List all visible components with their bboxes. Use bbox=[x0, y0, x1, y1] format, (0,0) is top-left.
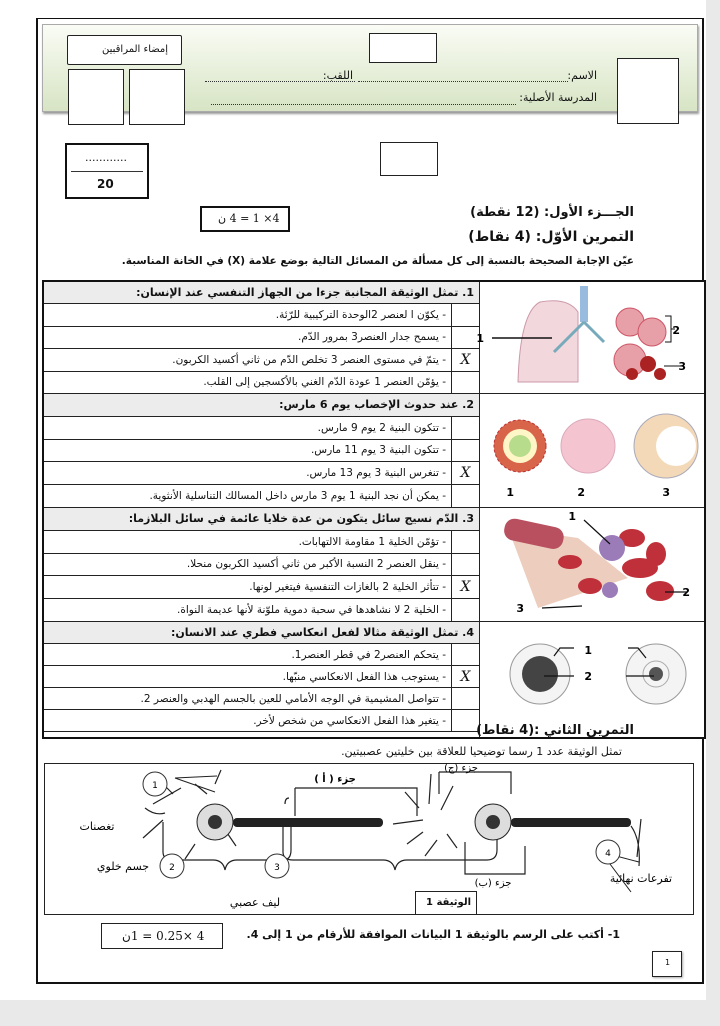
label-num-2: 2 bbox=[169, 863, 175, 873]
code-box[interactable] bbox=[369, 33, 437, 63]
answer-checkbox[interactable] bbox=[452, 553, 480, 576]
student-header bbox=[42, 24, 698, 112]
figure-caption-box bbox=[415, 891, 477, 915]
q1-points: 4 ×0.25 = 1ن bbox=[122, 929, 205, 943]
score-box bbox=[65, 143, 149, 199]
eye-label-2: 2 bbox=[584, 669, 592, 683]
signature-box-1[interactable] bbox=[68, 69, 124, 125]
nerve-fiber-label: ليف عصبي bbox=[229, 896, 281, 909]
lungs-image bbox=[476, 282, 704, 390]
page-number: 1 bbox=[665, 958, 671, 967]
label-num-3: 3 bbox=[274, 863, 280, 873]
answer-checkbox[interactable]: X bbox=[452, 666, 480, 688]
blood-cells-image bbox=[480, 508, 704, 618]
signature-box-2[interactable] bbox=[129, 69, 185, 125]
embryo-stages-image bbox=[480, 394, 704, 504]
answer-option-text: - ينقل العنصر 2 النسبة الأكبر من ثاني أكسيد الكربون منحلا. bbox=[43, 553, 452, 576]
question-title: 1. تمثل الوثيقة المجانبة جزءا من الجهاز التنفسي عند الإنسان: bbox=[43, 281, 480, 304]
part1-title: الجـــزء الأول: (12 نقطة) bbox=[470, 205, 634, 220]
ex1-title: التمرين الأوّل: (4 نقاط) bbox=[468, 229, 634, 245]
neurons-diagram bbox=[45, 764, 695, 916]
answer-option-text: - يسمح جدار العنصر3 بمرور الدّم. bbox=[43, 326, 452, 349]
answer-checkbox[interactable]: X bbox=[452, 349, 480, 372]
eye-label-1: 1 bbox=[584, 643, 592, 657]
question-document-image bbox=[476, 281, 706, 394]
ex2-question-1: 1- أكتب على الرسم بالوثيقة 1 البيانات الموافقة للأرقام من 1 إلى 4. bbox=[246, 928, 620, 941]
question-document-image bbox=[480, 622, 706, 738]
photo-box[interactable] bbox=[617, 58, 679, 124]
answer-checkbox[interactable] bbox=[452, 485, 480, 508]
question-header-row bbox=[43, 281, 705, 304]
score-blank[interactable]: ............ bbox=[85, 151, 127, 164]
part-b-label: جزء (ب) bbox=[474, 878, 512, 889]
question-title: 4. تمثل الوثيقة مثالا لفعل انعكاسي فطري عند الانسان: bbox=[43, 622, 480, 644]
score-total: 20 bbox=[97, 177, 114, 191]
answer-checkbox[interactable]: X bbox=[452, 462, 480, 485]
surname-field[interactable] bbox=[205, 81, 355, 82]
blank-box bbox=[380, 142, 438, 176]
pupil-reflex-image bbox=[480, 624, 704, 732]
supervisors-signature-title bbox=[67, 35, 182, 65]
ex1-instruction: عيّن الإجابة الصحيحة بالنسبة إلى كل مسألة من المسائل التالية بوضع علامة (X) في الخانة المناسبة. bbox=[121, 255, 634, 267]
lung-label-1: 1 bbox=[476, 332, 484, 345]
answer-option-text: - تتكون البنية 3 يوم 11 مارس. bbox=[43, 439, 452, 462]
ex2-intro: تمثل الوثيقة عدد 1 رسما توضيحيا للعلاقة بين خليتين عصبيتين. bbox=[341, 745, 622, 758]
label-num-1: 1 bbox=[152, 781, 158, 791]
answer-checkbox[interactable] bbox=[452, 304, 480, 327]
terminals-label: تفرعات نهائية bbox=[609, 872, 673, 885]
answer-checkbox[interactable] bbox=[452, 439, 480, 462]
blood-label-2: 2 bbox=[682, 586, 690, 599]
question-header-row bbox=[43, 394, 705, 417]
dendrites-label: تغصنات bbox=[79, 820, 115, 833]
question-title: 2. عند حدوث الإخصاب يوم 6 مارس: bbox=[43, 394, 480, 417]
lung-label-2: 2 bbox=[672, 324, 680, 337]
blood-label-1: 1 bbox=[568, 510, 576, 523]
ex2-title: التمرين الثاني :(4 نقاط) bbox=[476, 723, 634, 738]
part1-points: 4× 1 = 4 ن bbox=[218, 212, 280, 225]
question-header-row bbox=[43, 622, 705, 644]
answer-option-text: - يتمّ في مستوى العنصر 3 تخلص الدّم من ثاني أكسيد الكربون. bbox=[43, 349, 452, 372]
answer-option-text: - تؤمّن الخلية 1 مقاومة الالتهابات. bbox=[43, 530, 452, 553]
embryo-label-3: 3 bbox=[662, 486, 670, 499]
answer-option-text: - يتغير هذا الفعل الانعكاسي من شخص لأخر. bbox=[43, 710, 452, 732]
question-title: 3. الدّم نسيج سائل يتكون من عدة خلايا عائمة في سائل البلازما: bbox=[43, 508, 480, 531]
question-document-image bbox=[480, 394, 706, 508]
answer-option-text: - يستوجب هذا الفعل الانعكاسي منبّها. bbox=[43, 666, 452, 688]
embryo-label-1: 1 bbox=[506, 486, 514, 499]
cell-body-label: جسم خلوي bbox=[96, 860, 150, 873]
blood-label-3: 3 bbox=[516, 602, 524, 615]
question-document-image bbox=[480, 508, 706, 622]
figure-caption: الوثيقة 1 bbox=[426, 897, 472, 908]
neuron-figure bbox=[44, 763, 694, 915]
surname-label: اللقب: bbox=[322, 69, 353, 82]
lung-label-3: 3 bbox=[678, 360, 686, 373]
answer-checkbox[interactable]: X bbox=[452, 576, 480, 599]
answer-option-text: - تنغرس البنية 3 يوم 13 مارس. bbox=[43, 462, 452, 485]
page-number-box bbox=[652, 951, 682, 977]
answer-checkbox[interactable] bbox=[452, 530, 480, 553]
answer-option-text: - يمكن أن نجد البنية 1 يوم 3 مارس داخل المسالك التناسلية الأنثوية. bbox=[43, 485, 452, 508]
name-label: الاسم: bbox=[567, 69, 597, 82]
school-label: المدرسة الأصلية: bbox=[519, 91, 597, 104]
q1-points-box bbox=[101, 923, 223, 949]
label-num-4: 4 bbox=[605, 849, 611, 859]
part1-points-box bbox=[200, 206, 290, 232]
answer-checkbox[interactable] bbox=[452, 416, 480, 439]
answer-checkbox[interactable] bbox=[452, 371, 480, 394]
answer-option-text: - تتواصل المشيمية في الوجه الأمامي للعين بالجسم الهدبي والعنصر 2. bbox=[43, 688, 452, 710]
part-a-label: جزء ( أ ) bbox=[314, 774, 356, 785]
answer-option-text: - تتأثر الخلية 2 بالغازات التنفسية فيتغير لونها. bbox=[43, 576, 452, 599]
part-c-label: جزء (ج) bbox=[444, 763, 478, 774]
answer-option-text: - يكوّن ا لعنصر 2الوحدة التركيبية للرّئة. bbox=[43, 304, 452, 327]
supervisors-label: إمضاء المراقبين bbox=[102, 44, 169, 55]
answer-checkbox[interactable] bbox=[452, 688, 480, 710]
answer-option-text: - يؤمّن العنصر 1 عودة الدّم الغني بالأكسجين إلى القلب. bbox=[43, 371, 452, 394]
answer-checkbox[interactable] bbox=[452, 599, 480, 622]
school-field[interactable] bbox=[211, 104, 516, 105]
name-field[interactable] bbox=[358, 81, 568, 82]
answer-option-text: - يتحكم العنصر2 في قطر العنصر1. bbox=[43, 644, 452, 666]
answer-option-text: - تتكون البنية 2 يوم 9 مارس. bbox=[43, 416, 452, 439]
answer-checkbox[interactable] bbox=[452, 326, 480, 349]
answer-option-text: - الخلية 2 لا نشاهدها في سحبة دموية ملوّنة لأنها عديمة النواة. bbox=[43, 599, 452, 622]
answer-checkbox[interactable] bbox=[452, 644, 480, 666]
question-header-row bbox=[43, 508, 705, 531]
ex1-table bbox=[42, 280, 706, 739]
embryo-label-2: 2 bbox=[577, 486, 585, 499]
